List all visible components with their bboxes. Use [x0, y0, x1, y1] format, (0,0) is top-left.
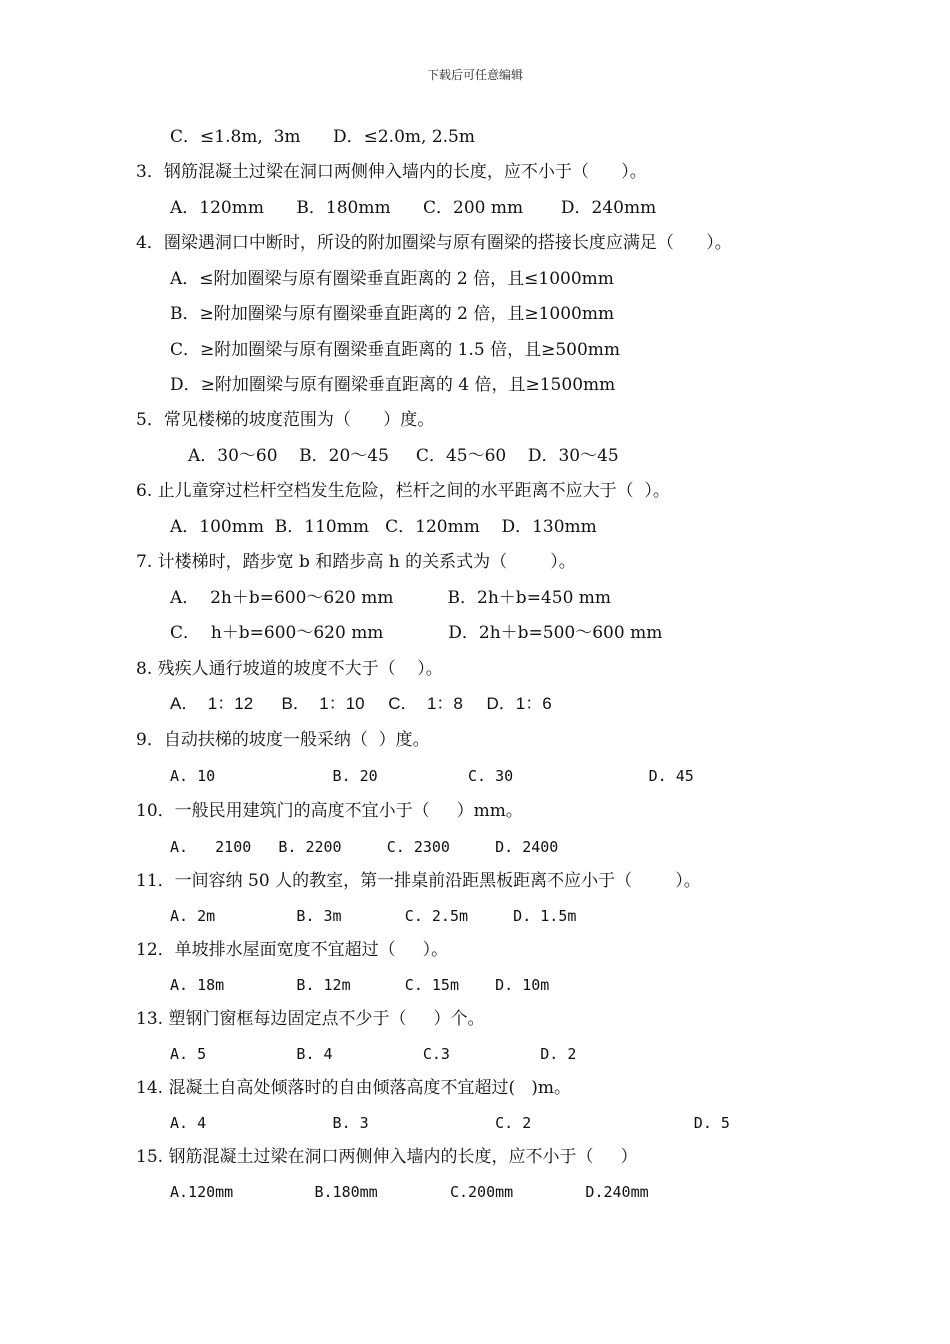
question-15: 15. 钢筋混凝土过梁在洞口两侧伸入墙内的长度，应不小于（ ） — [136, 1147, 638, 1167]
option-line: A．≤附加圈梁与原有圈梁垂直距离的 2 倍，且≤1000mm — [170, 269, 614, 289]
option-line: A． 2h＋b=600～620 mm B．2h＋b=450 mm — [170, 588, 612, 608]
question-12: 12．单坡排水屋面宽度不宜超过（ ）。 — [136, 940, 449, 960]
option-line: A．100mm B．110mm C．120mm D．130mm — [170, 517, 597, 537]
question-4: 4．圈梁遇洞口中断时，所设的附加圈梁与原有圈梁的搭接长度应满足（ ）。 — [136, 233, 732, 253]
question-9: 9．自动扶梯的坡度一般采纳（ ）度。 — [136, 730, 430, 750]
question-3: 3．钢筋混凝土过梁在洞口两侧伸入墙内的长度，应不小于（ ）。 — [136, 162, 647, 182]
option-line: B．≥附加圈梁与原有圈梁垂直距离的 2 倍，且≥1000mm — [170, 304, 615, 324]
option-line: A. 5 B. 4 C.3 D. 2 — [170, 1045, 577, 1063]
option-line: C．≥附加圈梁与原有圈梁垂直距离的 1.5 倍，且≥500mm — [170, 340, 621, 360]
option-line: C． h＋b=600～620 mm D．2h＋b=500～600 mm — [170, 623, 663, 643]
question-8: 8. 残疾人通行坡道的坡度不大于（ ）。 — [136, 659, 443, 679]
option-line: A. 2m B. 3m C. 2.5m D. 1.5m — [170, 907, 577, 925]
option-line: A．30～60 B．20～45 C．45～60 D．30～45 — [188, 446, 619, 466]
option-line: A. 10 B. 20 C. 30 D. 45 — [170, 767, 694, 785]
option-line: A．120mm B．180mm C．200 mm D．240mm — [170, 198, 657, 218]
option-line: C．≤1.8m, 3m D．≤2.0m, 2.5m — [170, 127, 475, 147]
option-line: A. 4 B. 3 C. 2 D. 5 — [170, 1114, 730, 1132]
question-5: 5．常见楼梯的坡度范围为（ ）度。 — [136, 410, 435, 430]
page-header: 下载后可任意编辑 — [426, 68, 523, 82]
option-line: A. 18m B. 12m C. 15m D. 10m — [170, 976, 550, 994]
question-10: 10．一般民用建筑门的高度不宜小于（ ）mm。 — [136, 801, 523, 821]
option-line: A． 1：12 B． 1：10 C． 1：8 D．1：6 — [170, 694, 552, 713]
question-6: 6. 止儿童穿过栏杆空档发生危险，栏杆之间的水平距离不应大于（ ）。 — [136, 481, 670, 501]
question-7: 7. 计楼梯时，踏步宽 b 和踏步高 h 的关系式为（ ）。 — [136, 552, 576, 572]
question-14: 14. 混凝土自高处倾落时的自由倾落高度不宜超过( )m。 — [136, 1078, 572, 1098]
option-line: A. 2100 B. 2200 C. 2300 D. 2400 — [170, 838, 559, 856]
option-line: D．≥附加圈梁与原有圈梁垂直距离的 4 倍，且≥1500mm — [170, 375, 616, 395]
question-11: 11．一间容纳 50 人的教室，第一排桌前沿距黑板距离不应小于（ ）。 — [136, 871, 701, 891]
option-line: A.120mm B.180mm C.200mm D.240mm — [170, 1183, 649, 1201]
question-13: 13. 塑钢门窗框每边固定点不少于（ ）个。 — [136, 1009, 485, 1029]
